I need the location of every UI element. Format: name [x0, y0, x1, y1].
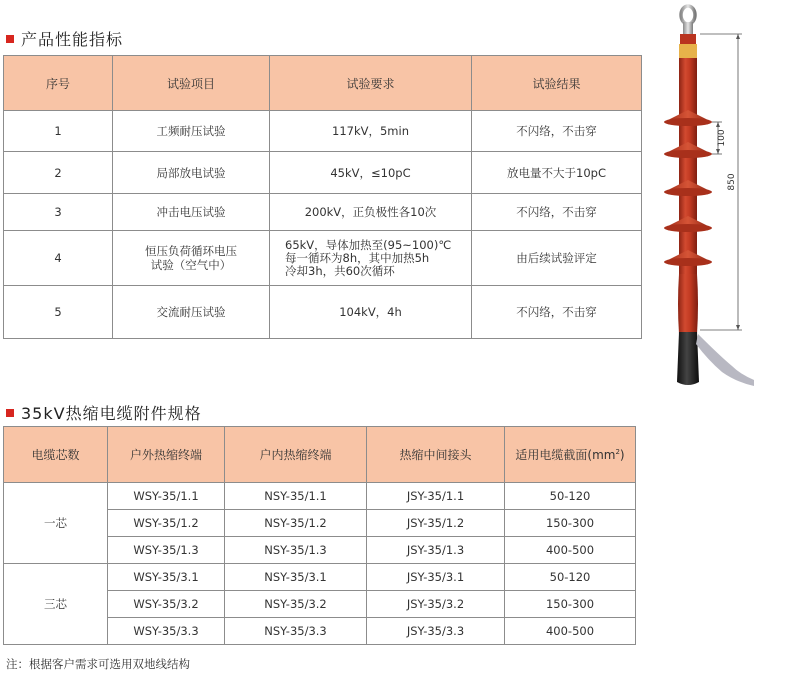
table-row — [4, 194, 642, 231]
phase-band — [679, 44, 697, 58]
test-result: 放电量不大于10pC — [472, 152, 642, 194]
intermediate-joint: JSY-35/1.3 — [367, 537, 505, 564]
cable-cross-section: 50-120 — [505, 483, 636, 510]
intermediate-joint: JSY-35/3.2 — [367, 591, 505, 618]
column-header: 户外热缩终端 — [108, 427, 225, 483]
core-count-cell: 三芯 — [4, 564, 108, 645]
test-result: 不闪络，不击穿 — [472, 194, 642, 231]
column-header: 试验项目 — [113, 56, 270, 111]
test-result: 由后续试验评定 — [472, 231, 642, 286]
intermediate-joint: JSY-35/3.1 — [367, 564, 505, 591]
indoor-termination: NSY-35/3.2 — [225, 591, 367, 618]
cable-cross-section: 150-300 — [505, 591, 636, 618]
indoor-termination: NSY-35/1.2 — [225, 510, 367, 537]
test-item: 交流耐压试验 — [113, 286, 270, 339]
cable-termination-illustration — [650, 4, 780, 390]
outdoor-termination: WSY-35/1.3 — [108, 537, 225, 564]
footnote: 注：根据客户需求可选用双地线结构 — [6, 657, 190, 671]
header-text: ) — [619, 448, 625, 462]
section-heading-performance — [6, 27, 123, 50]
test-requirement: 104kV，4h — [270, 286, 472, 339]
table-header-row — [4, 56, 642, 111]
outdoor-termination: WSY-35/3.3 — [108, 618, 225, 645]
test-result: 不闪络，不击穿 — [472, 286, 642, 339]
column-header — [505, 427, 636, 483]
row-number: 2 — [4, 152, 113, 194]
core-count-cell: 一芯 — [4, 483, 108, 564]
row-number: 4 — [4, 231, 113, 286]
intermediate-joint: JSY-35/1.1 — [367, 483, 505, 510]
table-row — [4, 231, 642, 286]
test-requirement — [270, 231, 472, 286]
section-heading-specs — [6, 401, 202, 424]
performance-table — [3, 55, 642, 339]
row-number: 5 — [4, 286, 113, 339]
section-title: 产品性能指标 — [21, 30, 124, 49]
table-row — [4, 111, 642, 152]
column-header: 试验要求 — [270, 56, 472, 111]
row-number: 3 — [4, 194, 113, 231]
cable-jacket — [677, 332, 754, 386]
requirement-line: 65kV，导体加热至(95~100)℃ — [285, 237, 452, 252]
indoor-termination: NSY-35/3.1 — [225, 564, 367, 591]
header-text: 适用电缆截面(mm — [515, 448, 616, 462]
specification-table — [3, 426, 636, 645]
test-requirement: 117kV，5min — [270, 111, 472, 152]
requirement-line: 每一循环为8h，其中加热5h — [285, 250, 430, 265]
indoor-termination: NSY-35/3.3 — [225, 618, 367, 645]
outdoor-termination: WSY-35/3.2 — [108, 591, 225, 618]
terminal-lug — [681, 6, 695, 34]
table-header-row — [4, 427, 636, 483]
cable-cross-section: 50-120 — [505, 564, 636, 591]
cable-cross-section: 400-500 — [505, 618, 636, 645]
column-header: 试验结果 — [472, 56, 642, 111]
column-header: 电缆芯数 — [4, 427, 108, 483]
table-row — [4, 152, 642, 194]
table-row — [4, 564, 636, 591]
test-item — [113, 231, 270, 286]
intermediate-joint: JSY-35/1.2 — [367, 510, 505, 537]
outdoor-termination: WSY-35/1.1 — [108, 483, 225, 510]
test-item: 局部放电试验 — [113, 152, 270, 194]
section-title: 35kV热缩电缆附件规格 — [21, 404, 202, 423]
intermediate-joint: JSY-35/3.3 — [367, 618, 505, 645]
dimension-label-small: 100 — [717, 129, 727, 147]
header-superscript: 2 — [615, 448, 620, 456]
outdoor-termination: WSY-35/1.2 — [108, 510, 225, 537]
cable-cross-section: 150-300 — [505, 510, 636, 537]
test-item: 工频耐压试验 — [113, 111, 270, 152]
test-item-line: 试验（空气中） — [150, 258, 232, 272]
column-header: 户内热缩终端 — [225, 427, 367, 483]
section-marker — [6, 35, 14, 43]
indoor-termination: NSY-35/1.3 — [225, 537, 367, 564]
section-marker — [6, 409, 14, 417]
row-number: 1 — [4, 111, 113, 152]
table-row — [4, 286, 642, 339]
table-row — [4, 483, 636, 510]
outdoor-termination: WSY-35/3.1 — [108, 564, 225, 591]
test-result: 不闪络，不击穿 — [472, 111, 642, 152]
requirement-line: 冷却3h，共60次循环 — [285, 263, 395, 278]
cable-cross-section: 400-500 — [505, 537, 636, 564]
test-requirement: 45kV，≤10pC — [270, 152, 472, 194]
test-item-line: 恒压负荷循环电压 — [145, 244, 237, 258]
column-header: 热缩中间接头 — [367, 427, 505, 483]
column-header: 序号 — [4, 56, 113, 111]
indoor-termination: NSY-35/1.1 — [225, 483, 367, 510]
test-item: 冲击电压试验 — [113, 194, 270, 231]
dimension-label-large: 850 — [727, 173, 737, 191]
test-requirement: 200kV，正负极性各10次 — [270, 194, 472, 231]
ground-wire — [696, 334, 754, 386]
